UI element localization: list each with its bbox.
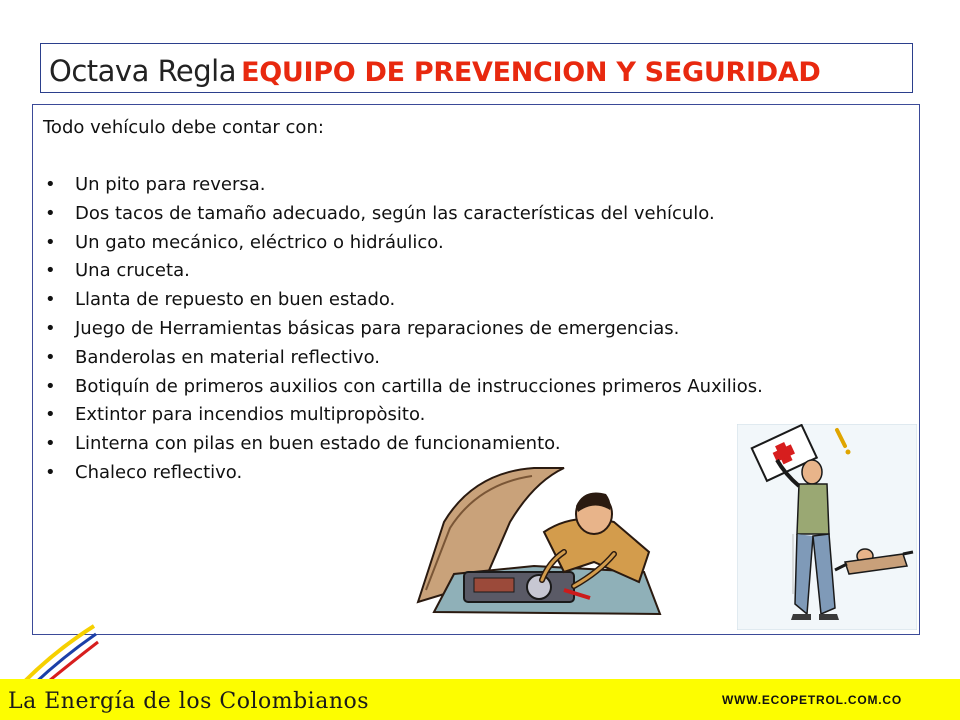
list-item: • Juego de Herramientas básicas para reparaciones de emergencias. [43, 315, 763, 344]
title-prefix: Octava Regla [49, 54, 236, 88]
list-item: • Un pito para reversa. [43, 171, 763, 200]
list-item: • Extintor para incendios multipropòsito. [43, 401, 763, 430]
title-highlight: EQUIPO DE PREVENCION Y SEGURIDAD [241, 57, 821, 88]
equipment-list [43, 171, 763, 488]
list-item: • Chaleco reflectivo. [43, 459, 763, 488]
first-aid-illustration [737, 424, 917, 630]
brand-logo-stripes [20, 622, 100, 686]
list-item: • Botiquín de primeros auxilios con cartilla de instrucciones primeros Auxilios. [43, 373, 763, 402]
list-item: • Una cruceta. [43, 257, 763, 286]
list-item: • Dos tacos de tamaño adecuado, según las características del vehículo. [43, 200, 763, 229]
list-item: • Banderolas en material reflectivo. [43, 344, 763, 373]
intro-text: Todo vehículo debe contar con: [43, 117, 324, 138]
footer-url[interactable]: WWW.ECOPETROL.COM.CO [722, 693, 902, 707]
footer-slogan: La Energía de los Colombianos [8, 689, 370, 714]
slide-title [40, 43, 913, 93]
list-item: • Llanta de repuesto en buen estado. [43, 286, 763, 315]
list-item: • Un gato mecánico, eléctrico o hidráulico. [43, 229, 763, 258]
mechanic-illustration [414, 462, 664, 622]
list-item: • Linterna con pilas en buen estado de funcionamiento. [43, 430, 763, 459]
